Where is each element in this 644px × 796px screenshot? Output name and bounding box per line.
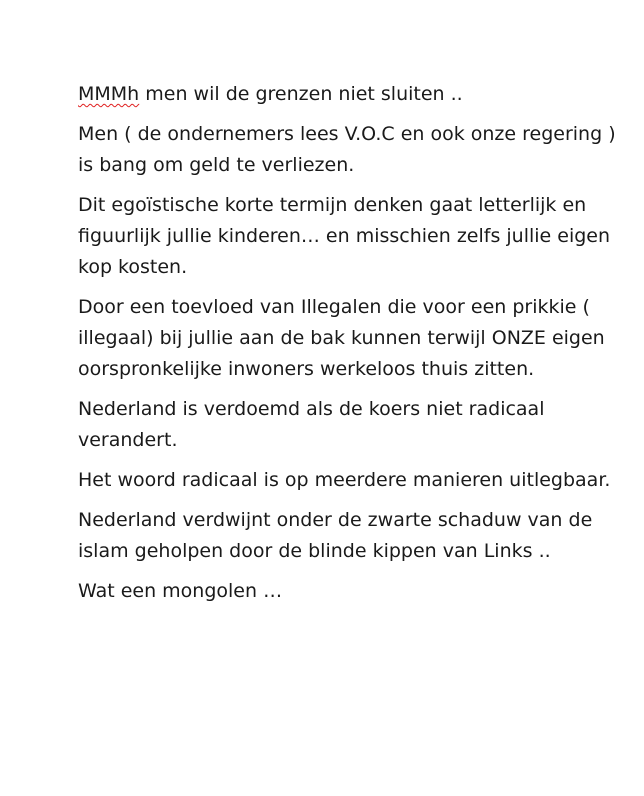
paragraph-8: Wat een mongolen …: [78, 580, 283, 602]
document-body: [78, 79, 618, 616]
paragraph-7: Nederland verdwijnt onder de zwarte schaduw van de islam geholpen door de blinde kippen van Links ..: [78, 509, 593, 562]
paragraph-5: Nederland is verdoemd als de koers niet radicaal verandert.: [78, 398, 545, 451]
spellcheck-flagged-word: MMMh: [78, 83, 140, 105]
paragraph-4: Door een toevloed van Illegalen die voor een prikkie ( illegaal) bij jullie aan de bak kunnen terwijl ONZE eigen oorspronkelijke inwoners werkeloos thuis zitten.: [78, 296, 605, 380]
paragraph-3: Dit egoïstische korte termijn denken gaat letterlijk en figuurlijk jullie kinderen… en misschien zelfs jullie eigen kop kosten.: [78, 194, 611, 278]
paragraph-2: Men ( de ondernemers lees V.O.C en ook onze regering ) is bang om geld te verliezen.: [78, 123, 616, 176]
paragraph-1: [78, 79, 618, 110]
paragraph-6: Het woord radicaal is op meerdere manieren uitlegbaar.: [78, 469, 611, 491]
paragraph-1-text: men wil de grenzen niet sluiten ..: [139, 83, 463, 105]
